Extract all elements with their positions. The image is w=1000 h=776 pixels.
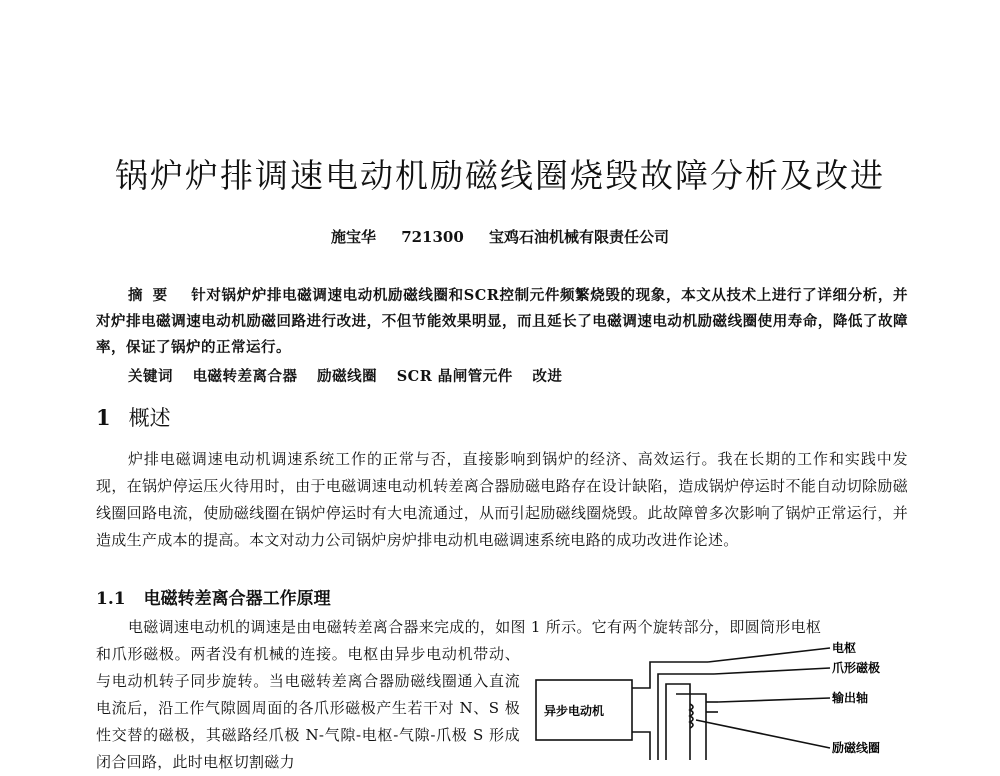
label-output-shaft: 输出轴 <box>832 691 869 705</box>
clutch-diagram <box>530 640 910 760</box>
keyword-item: 改进 <box>532 368 563 385</box>
claw-pole-inner <box>666 684 690 760</box>
armature-lower <box>632 732 650 760</box>
keyword-item: 励磁线圈 <box>317 368 378 385</box>
label-armature: 电枢 <box>832 641 857 655</box>
author-org: 宝鸡石油机械有限责任公司 <box>489 228 670 246</box>
author-name: 施宝华 <box>330 228 376 246</box>
section-title: 概述 <box>128 406 171 430</box>
keyword-item: 电磁转差离合器 <box>192 368 298 385</box>
abstract <box>96 283 908 361</box>
motor-label: 异步电动机 <box>544 704 605 718</box>
keywords-label: 关键词 <box>128 368 173 385</box>
section-number: 1 <box>96 405 111 430</box>
subsection-number: 1.1 <box>96 589 126 609</box>
author-line <box>0 226 1000 247</box>
figure-1 <box>530 640 910 760</box>
label-claw-pole: 爪形磁极 <box>832 661 881 675</box>
author-postcode: 721300 <box>401 228 464 246</box>
keywords <box>128 365 562 386</box>
abstract-label: 摘要 <box>128 287 178 304</box>
abstract-text: 针对锅炉炉排电磁调速电动机励磁线圈和SCR控制元件频繁烧毁的现象，本文从技术上进行了详细分析，并对炉排电磁调速电动机励磁回路进行改进，不但节能效果明显，而且延长了电磁调速电动机励磁线圈使用寿命，降低了故障率，保证了锅炉的正常运行。 <box>96 287 909 356</box>
label-excitation-coil: 励磁线圈 <box>832 741 881 755</box>
section-1-1-paragraph-rest: 和爪形磁极。两者没有机械的连接。电枢由异步电动机带动、与电动机转子同步旋转。当电磁转差离合器励磁线圈通入直流电流后，沿工作气隙圆周面的各爪形磁极产生若干对 N、S 极性交替的磁极，其磁路经爪极 N-气隙-电枢-气隙-爪极 S 形成闭合回路，此时电枢切割磁力 <box>96 645 520 771</box>
section-1-heading <box>96 402 171 432</box>
section-1-1-heading <box>96 584 331 609</box>
subsection-title: 电磁转差离合器工作原理 <box>143 589 331 609</box>
paper-title: 锅炉炉排调速电动机励磁线圈烧毁故障分析及改进 <box>115 156 885 195</box>
keyword-item: SCR 晶闸管元件 <box>396 368 513 385</box>
section-1-1-paragraph-line1: 电磁调速电动机的调速是由电磁转差离合器来完成的，如图 1 所示。它有两个旋转部分，即圆筒形电枢 <box>128 618 822 636</box>
section-1-paragraph: 炉排电磁调速电动机调速系统工作的正常与否，直接影响到锅炉的经济、高效运行。我在长期的工作和实践中发现，在锅炉停运压火待用时，由于电磁调速电动机转差离合器励磁电路存在设计缺陷，造成锅炉停运时不能自动切除励磁线圈回路电流，使励磁线圈在锅炉停运时有大电流通过，从而引起励磁线圈烧毁。此故障曾多次影响了锅炉正常运行，并造成生产成本的提高。本文对动力公司锅炉房炉排电动机电磁调速系统电路的成功改进作论述。 <box>96 450 908 549</box>
